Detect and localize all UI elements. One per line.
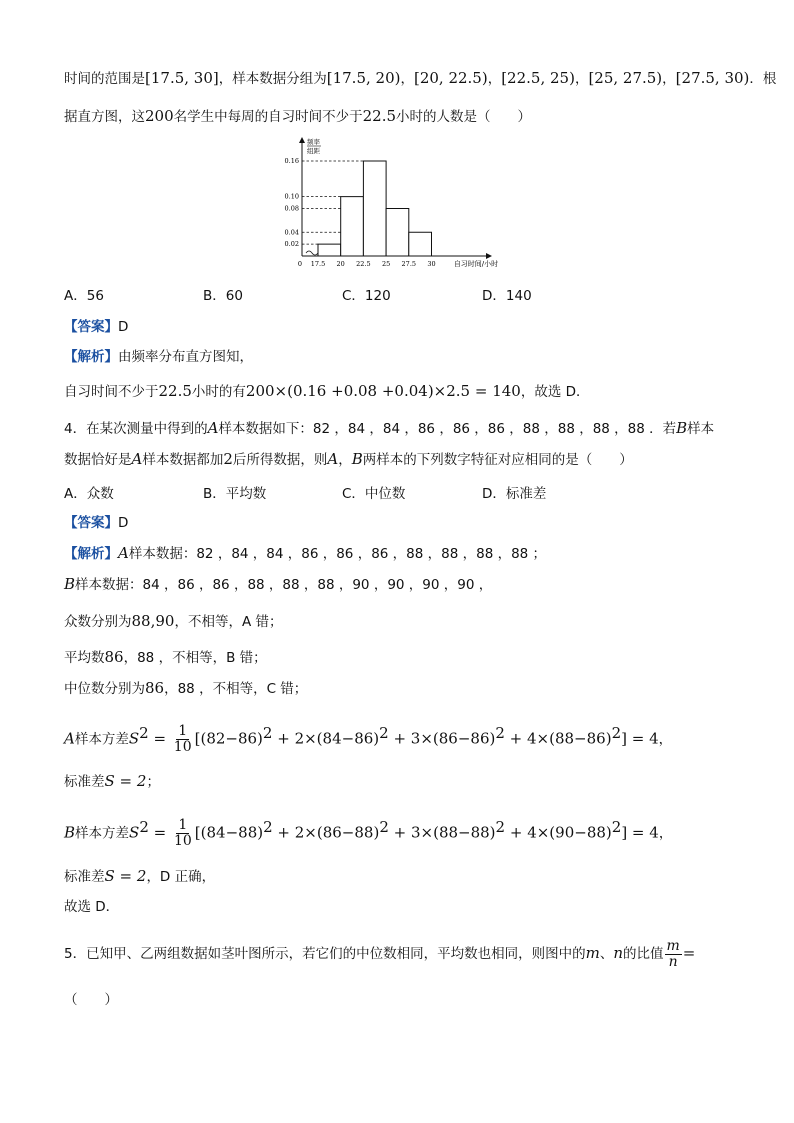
q4-answer: 【答案】D — [64, 515, 129, 531]
y-tick-label: 0.16 — [284, 157, 299, 165]
q5-text-line-1: 5．已知甲、乙两组数据如茎叶图所示，若它们的中位数相同，平均数也相同，则图中的m、n的比值 $\frac{m}{n}$ = — [64, 937, 696, 970]
x-tick-label: 30 — [427, 260, 436, 268]
q4-conclusion: 故选 D． — [64, 899, 120, 915]
x-tick-label: 17.5 — [310, 260, 326, 268]
x-axis-label: 自习时间/小时 — [453, 260, 499, 268]
axis-break-mark — [306, 251, 318, 255]
x-tick-label: 20 — [336, 260, 345, 268]
histogram-bar — [363, 161, 386, 256]
y-tick-label: 0.02 — [284, 240, 299, 249]
q3-analysis-2: 自习时间不少于22.5小时的有200×(0.16 +0.08 +0.04)×2.5 = 140，故选 D． — [64, 382, 590, 400]
x-tick-label: 27.5 — [401, 260, 417, 268]
fraction-one-tenth: $\frac{1}{10}$ — [173, 817, 192, 849]
q3-option-c[interactable]: C．120 — [342, 288, 391, 304]
q3-text-line-1: 时间的范围是[17.5, 30]，样本数据分组为[17.5, 20)，[20, 22.5)，[22.5, 25)，[25, 27.5)，[27.5, 30)．根 — [64, 69, 777, 87]
x-axis-arrow — [486, 253, 492, 259]
y-tick-label: 0.10 — [284, 192, 299, 201]
frequency-histogram — [280, 133, 520, 273]
histogram-bar — [409, 232, 432, 256]
q3-option-b[interactable]: B．60 — [203, 288, 243, 304]
x-tick-label: 25 — [381, 260, 391, 268]
q3-analysis-1: 【解析】由频率分布直方图知， — [64, 349, 253, 365]
q3-answer: 【答案】D — [64, 319, 129, 335]
q5-text-line-2: （ ） — [64, 992, 118, 1008]
q4-std-b: 标准差S = 2，D 正确， — [64, 867, 216, 885]
histogram-bar — [318, 244, 341, 256]
q4-text-line-2: 数据恰好是A样本数据都加2后所得数据，则A，B两样本的下列数字特征对应相同的是（ ） — [64, 450, 633, 468]
q4-option-d[interactable]: D．标准差 — [482, 486, 547, 502]
histogram-bar — [386, 209, 409, 257]
histogram-bar — [341, 197, 364, 256]
q4-mean-line: 平均数86，88 ，不相等，B 错； — [64, 648, 267, 666]
q4-option-c[interactable]: C．中位数 — [342, 486, 406, 502]
q4-mode-line: 众数分别为88,90，不相等，A 错； — [64, 612, 283, 630]
q4-variance-a: A样本方差$S^2$ = $\frac{1}{10}$ $[(82-86)^2 + 2\times(84-86)^2 + 3\times(86-86)^2 + 4\times(88-86)^2] = 4$， — [64, 723, 673, 755]
fraction-one-tenth: $\frac{1}{10}$ — [173, 723, 192, 755]
fraction-m-over-n: $\frac{m}{n}$ — [666, 937, 680, 970]
q3-option-a[interactable]: A．56 — [64, 288, 104, 304]
y-tick-label: 0.04 — [284, 228, 299, 237]
q4-std-a: 标准差S = 2； — [64, 772, 160, 790]
y-tick-label: 0.08 — [284, 204, 299, 213]
q4-text-line-1: 4．在某次测量中得到的A样本数据如下：82 ，84 ，84 ，86 ，86 ，86 ，88 ，88 ，88 ，88 ．若B样本 — [64, 419, 715, 437]
y-axis-arrow — [299, 137, 305, 143]
y-axis-label-bottom: 组距 — [307, 147, 320, 155]
x-tick-label: 22.5 — [356, 260, 371, 268]
x-tick-label: 0 — [297, 260, 303, 268]
q4-variance-b: B样本方差$S^2$ = $\frac{1}{10}$ $[(84-88)^2 + 2\times(86-88)^2 + 3\times(88-88)^2 + 4\times(90-88)^2] = 4$， — [64, 817, 673, 849]
q4-median-line: 中位数分别为86，88 ，不相等，C 错； — [64, 679, 308, 697]
y-axis-label-top: 频率 — [307, 138, 320, 146]
q3-text-line-2: 据直方图，这200名学生中每周的自习时间不少于22.5小时的人数是（ ） — [64, 107, 532, 125]
q4-analysis-b: B样本数据：84 ，86 ，86 ，88 ，88 ，88 ，90 ，90 ，90 ，90 ， — [64, 575, 493, 593]
q4-analysis-a: 【解析】A样本数据：82 ，84 ，84 ，86 ，86 ，86 ，88 ，88 ，88 ，88 ； — [64, 544, 547, 562]
q3-option-d[interactable]: D．140 — [482, 288, 532, 304]
q4-option-a[interactable]: A．众数 — [64, 486, 114, 502]
q4-option-b[interactable]: B．平均数 — [203, 486, 267, 502]
